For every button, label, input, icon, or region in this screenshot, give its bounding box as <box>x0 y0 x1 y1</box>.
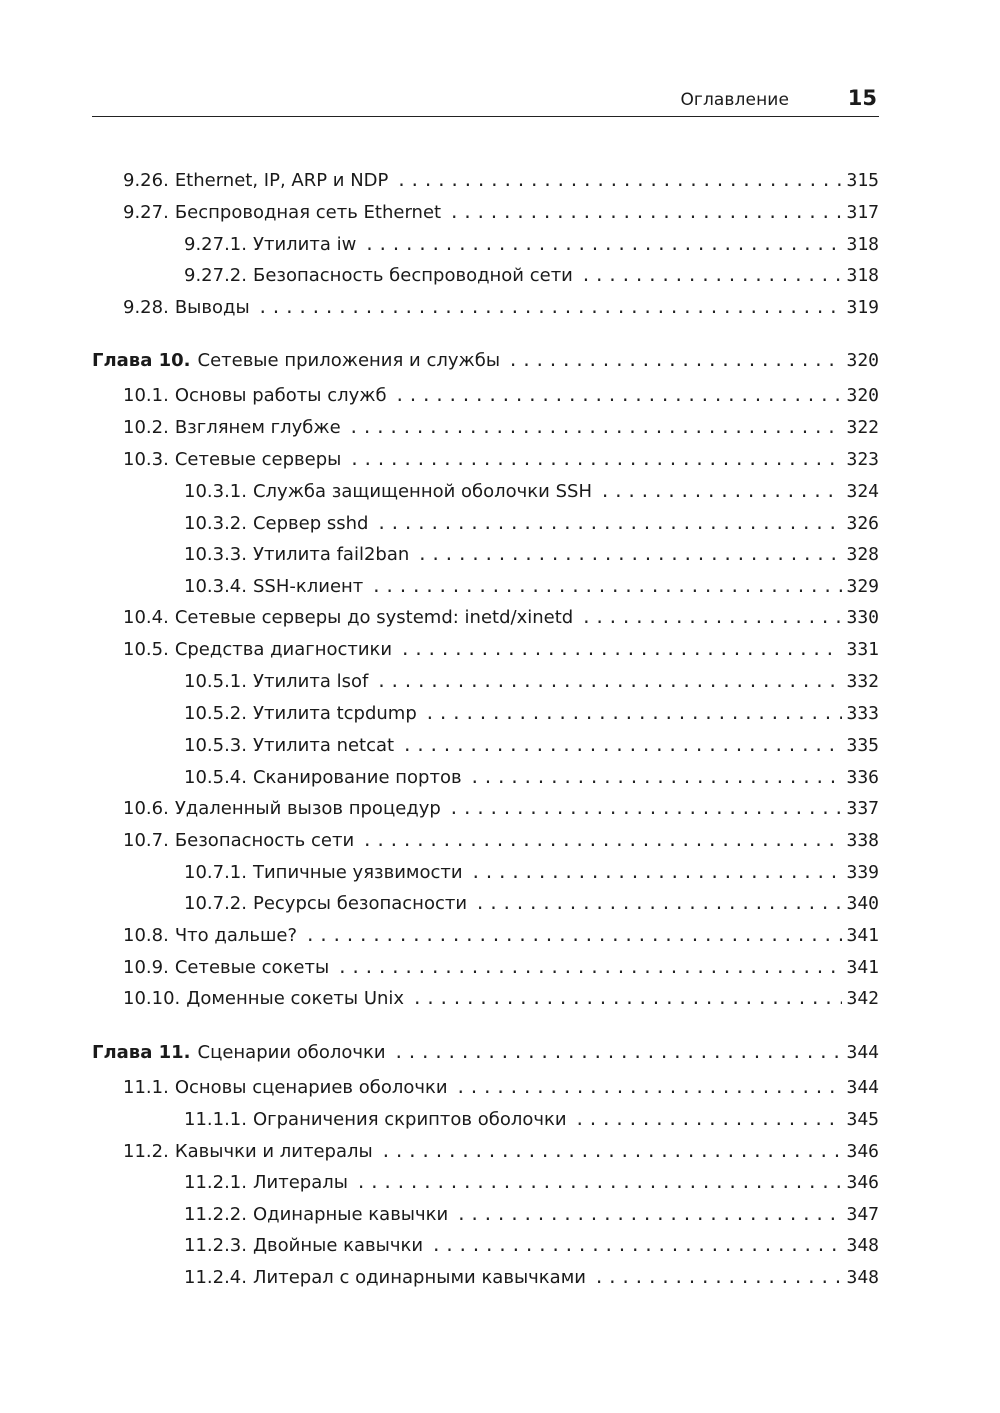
section-page-number: 339 <box>846 862 879 883</box>
running-header <box>92 86 879 117</box>
section-page-number: 341 <box>846 925 879 946</box>
dot-leader <box>431 1233 842 1259</box>
section-number: 10.5.3. <box>184 735 247 756</box>
dot-leader <box>396 168 842 194</box>
toc-entry <box>184 765 879 791</box>
section-page-number: 332 <box>846 671 879 692</box>
section-page-number: 331 <box>846 639 879 660</box>
section-page-number: 348 <box>846 1267 879 1288</box>
section-number: 11.1. <box>123 1077 169 1098</box>
section-number: 10.3.2. <box>184 513 247 534</box>
dot-leader <box>337 955 842 981</box>
toc-chapter-entry <box>92 348 879 374</box>
section-page-number: 340 <box>846 893 879 914</box>
section-number: 9.27.2. <box>184 265 247 286</box>
section-page-number: 346 <box>846 1141 879 1162</box>
dot-leader <box>417 542 842 568</box>
section-page-number: 348 <box>846 1235 879 1256</box>
section-number: 9.26. <box>123 170 169 191</box>
chapter-label: Глава 10. <box>92 350 191 371</box>
toc-entry <box>123 1075 879 1101</box>
toc-entry <box>184 574 879 600</box>
toc-entry <box>123 605 879 631</box>
dot-leader <box>371 574 842 600</box>
dot-leader <box>395 383 843 409</box>
section-page-number: 333 <box>846 703 879 724</box>
dot-leader <box>376 669 842 695</box>
toc-entry <box>123 415 879 441</box>
section-number: 9.27. <box>123 202 169 223</box>
section-number: 9.27.1. <box>184 234 247 255</box>
dot-leader <box>600 479 842 505</box>
section-number: 10.7. <box>123 830 169 851</box>
section-page-number: 320 <box>846 385 879 406</box>
toc-entry <box>123 796 879 822</box>
toc-entry <box>184 1202 879 1228</box>
section-page-number: 335 <box>846 735 879 756</box>
section-number: 11.1.1. <box>184 1109 247 1130</box>
section-title: Двойные кавычки <box>252 1235 424 1256</box>
toc-entry <box>184 263 879 289</box>
toc-entry <box>123 168 879 194</box>
toc-entry <box>184 479 879 505</box>
section-title: Утилита tcpdump <box>252 703 417 724</box>
dot-leader <box>394 1040 843 1066</box>
toc-entry <box>184 232 879 258</box>
section-number: 10.4. <box>123 607 169 628</box>
section-page-number: 329 <box>846 576 879 597</box>
dot-leader <box>305 923 842 949</box>
dot-leader <box>362 828 842 854</box>
section-title: Литералы <box>252 1172 348 1193</box>
section-title: Удаленный вызов процедур <box>174 798 441 819</box>
section-number: 11.2.1. <box>184 1172 247 1193</box>
section-number: 10.7.1. <box>184 862 247 883</box>
section-title: Выводы <box>174 297 250 318</box>
toc-entry <box>123 383 879 409</box>
section-title: Ethernet, IP, ARP и NDP <box>174 170 389 191</box>
section-number: 10.9. <box>123 957 169 978</box>
toc-entry <box>123 447 879 473</box>
section-number: 11.2.4. <box>184 1267 247 1288</box>
toc-entry <box>184 1233 879 1259</box>
section-page-number: 326 <box>846 513 879 534</box>
dot-leader <box>349 415 843 441</box>
dot-leader <box>470 765 843 791</box>
section-number: 10.5.4. <box>184 767 247 788</box>
section-page-number: 344 <box>846 1077 879 1098</box>
section-number: 10.2. <box>123 417 169 438</box>
page-number: 15 <box>847 86 877 110</box>
dot-leader <box>594 1265 843 1291</box>
section-number: 10.1. <box>123 385 169 406</box>
toc-entry <box>123 923 879 949</box>
dot-leader <box>456 1075 843 1101</box>
section-page-number: 345 <box>846 1109 879 1130</box>
section-title: Утилита iw <box>252 234 357 255</box>
section-number: 9.28. <box>123 297 169 318</box>
toc-entry <box>123 955 879 981</box>
dot-leader <box>425 701 843 727</box>
section-title: Сетевые приложения и службы <box>197 350 501 371</box>
section-number: 10.7.2. <box>184 893 247 914</box>
toc-entry <box>123 295 879 321</box>
section-page-number: 338 <box>846 830 879 851</box>
section-number: 10.6. <box>123 798 169 819</box>
section-number: 10.8. <box>123 925 169 946</box>
dot-leader <box>258 295 843 321</box>
section-page-number: 317 <box>846 202 879 223</box>
toc-entry <box>184 669 879 695</box>
toc-entry <box>184 701 879 727</box>
section-title: Утилита fail2ban <box>252 544 410 565</box>
toc-entry <box>123 637 879 663</box>
section-page-number: 336 <box>846 767 879 788</box>
section-title: Кавычки и литералы <box>174 1141 373 1162</box>
dot-leader <box>356 1170 843 1196</box>
toc-entry <box>123 1139 879 1165</box>
document-page <box>92 0 879 1413</box>
section-title: Сетевые сокеты <box>174 957 330 978</box>
section-title: Беспроводная сеть Ethernet <box>174 202 442 223</box>
dot-leader <box>471 860 843 886</box>
section-title: Средства диагностики <box>174 639 393 660</box>
dot-leader <box>376 511 842 537</box>
section-title: Доменные сокеты Unix <box>186 988 405 1009</box>
dot-leader <box>449 200 842 226</box>
section-number: 10.5. <box>123 639 169 660</box>
dot-leader <box>364 232 842 258</box>
dot-leader <box>449 796 843 822</box>
toc-chapter-entry <box>92 1040 879 1066</box>
section-page-number: 318 <box>846 265 879 286</box>
dot-leader <box>581 605 842 631</box>
section-page-number: 342 <box>846 988 879 1009</box>
section-page-number: 318 <box>846 234 879 255</box>
section-title: Сетевые серверы до systemd: inetd/xinetd <box>174 607 574 628</box>
toc-entry <box>184 1107 879 1133</box>
section-number: 10.3.1. <box>184 481 247 502</box>
section-title: Ресурсы безопасности <box>252 893 468 914</box>
section-page-number: 315 <box>846 170 879 191</box>
section-title: Типичные уязвимости <box>252 862 463 883</box>
running-header-title: Оглавление <box>680 90 789 110</box>
toc-entry <box>123 828 879 854</box>
section-page-number: 319 <box>846 297 879 318</box>
section-page-number: 344 <box>846 1042 879 1063</box>
section-number: 11.2. <box>123 1141 169 1162</box>
section-title: Одинарные кавычки <box>252 1204 449 1225</box>
toc-entry <box>123 200 879 226</box>
section-title: Утилита lsof <box>252 671 369 692</box>
section-title: Литерал с одинарными кавычками <box>252 1267 586 1288</box>
section-page-number: 323 <box>846 449 879 470</box>
toc-entry <box>184 860 879 886</box>
section-page-number: 322 <box>846 417 879 438</box>
section-title: Безопасность беспроводной сети <box>252 265 573 286</box>
chapter-label: Глава 11. <box>92 1042 191 1063</box>
section-page-number: 347 <box>846 1204 879 1225</box>
dot-leader <box>575 1107 843 1133</box>
section-title: Сетевые серверы <box>174 449 342 470</box>
dot-leader <box>508 348 842 374</box>
section-page-number: 337 <box>846 798 879 819</box>
toc-entry <box>184 1170 879 1196</box>
section-number: 11.2.2. <box>184 1204 247 1225</box>
toc-entry <box>184 1265 879 1291</box>
section-title: Сценарии оболочки <box>197 1042 386 1063</box>
toc-entry <box>184 542 879 568</box>
dot-leader <box>412 986 842 1012</box>
section-number: 10.5.1. <box>184 671 247 692</box>
section-title: Что дальше? <box>174 925 298 946</box>
dot-leader <box>349 447 842 473</box>
toc-entry <box>184 891 879 917</box>
section-number: 11.2.3. <box>184 1235 247 1256</box>
dot-leader <box>456 1202 842 1228</box>
section-number: 10.10. <box>123 988 181 1009</box>
section-page-number: 330 <box>846 607 879 628</box>
section-title: Ограничения скриптов оболочки <box>252 1109 567 1130</box>
dot-leader <box>381 1139 843 1165</box>
section-page-number: 346 <box>846 1172 879 1193</box>
section-page-number: 341 <box>846 957 879 978</box>
section-title: Взглянем глубже <box>174 417 341 438</box>
section-page-number: 328 <box>846 544 879 565</box>
dot-leader <box>402 733 842 759</box>
dot-leader <box>475 891 842 917</box>
section-title: Безопасность сети <box>174 830 355 851</box>
section-number: 10.3. <box>123 449 169 470</box>
section-page-number: 320 <box>846 350 879 371</box>
section-title: Служба защищенной оболочки SSH <box>252 481 592 502</box>
toc-entry <box>184 733 879 759</box>
section-title: Основы сценариев оболочки <box>174 1077 448 1098</box>
section-page-number: 324 <box>846 481 879 502</box>
section-number: 10.3.3. <box>184 544 247 565</box>
toc-entry <box>123 986 879 1012</box>
section-title: Основы работы служб <box>174 385 387 406</box>
dot-leader <box>581 263 843 289</box>
section-title: Утилита netcat <box>252 735 395 756</box>
section-title: Сервер sshd <box>252 513 369 534</box>
section-title: Сканирование портов <box>252 767 462 788</box>
dot-leader <box>400 637 842 663</box>
section-number: 10.3.4. <box>184 576 247 597</box>
section-number: 10.5.2. <box>184 703 247 724</box>
toc-entry <box>184 511 879 537</box>
section-title: SSH-клиент <box>252 576 364 597</box>
